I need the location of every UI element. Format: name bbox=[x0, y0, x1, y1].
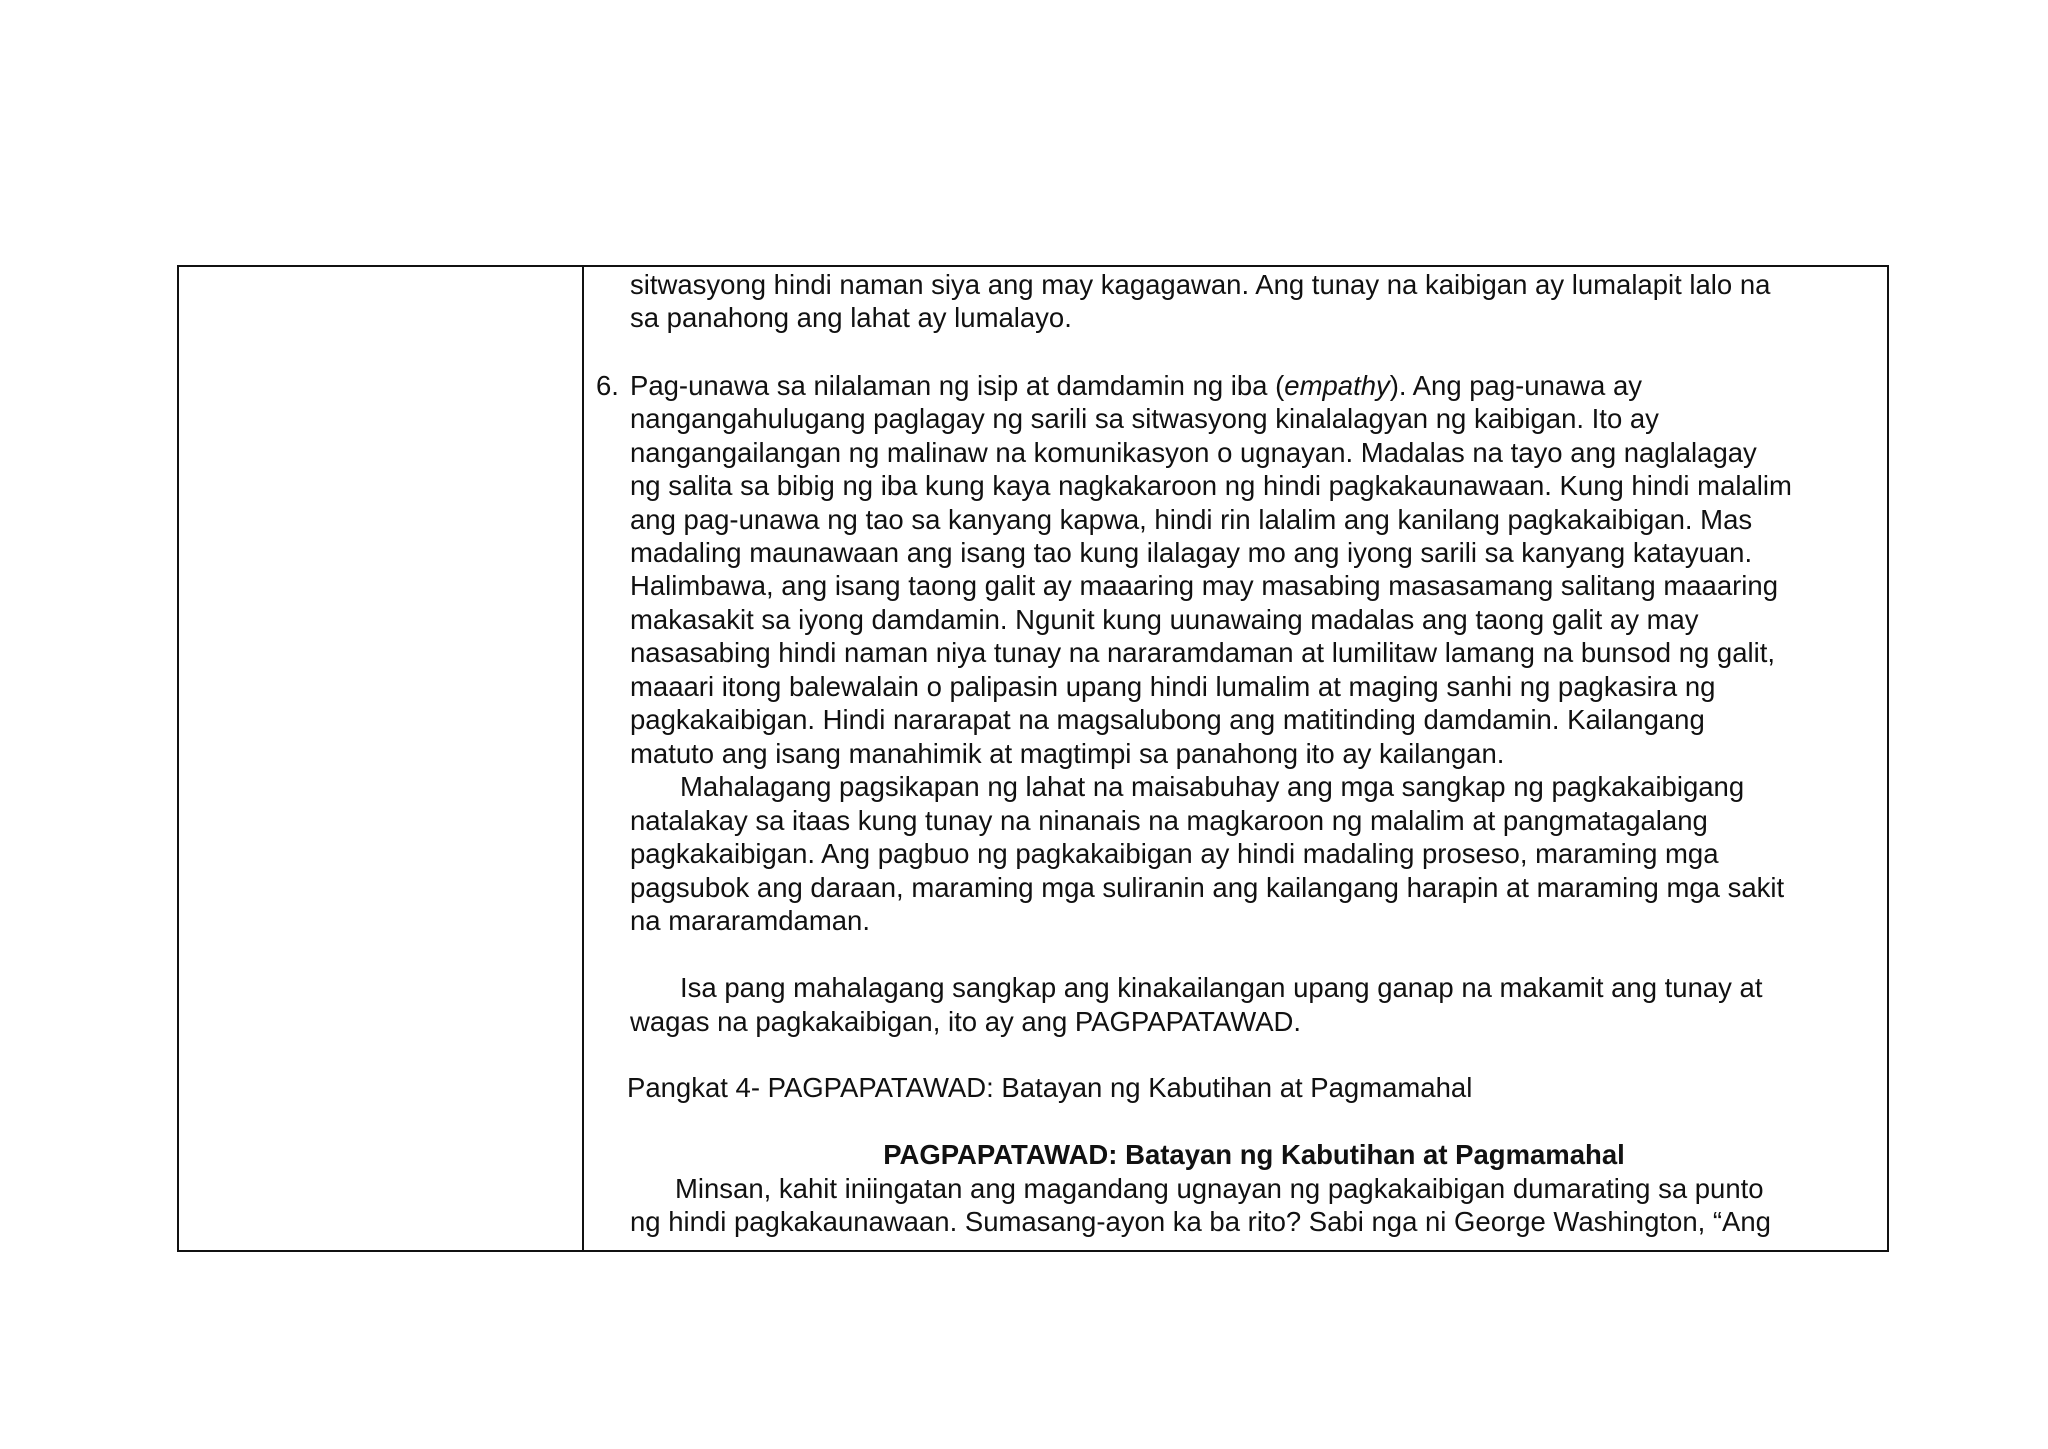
text-line: Halimbawa, ang isang taong galit ay maaaring may masabing masasamang salitang maaaring bbox=[630, 570, 1778, 601]
section-heading: PAGPAPATAWAD: Batayan ng Kabutihan at Pagmamahal bbox=[883, 1139, 1625, 1170]
column-divider bbox=[582, 267, 584, 1250]
text-line: wagas na pagkakaibigan, ito ay ang PAGPAPATAWAD. bbox=[630, 1006, 1302, 1037]
text-line: nangangahulugang paglagay ng sarili sa sitwasyong kinalalagyan ng kaibigan. Ito ay bbox=[630, 403, 1659, 434]
text-line: madaling maunawaan ang isang tao kung ilalagay mo ang iyong sarili sa kanyang katayuan. bbox=[630, 537, 1753, 568]
text-line: sitwasyong hindi naman siya ang may kagagawan. Ang tunay na kaibigan ay lumalapit lalo na bbox=[630, 269, 1771, 300]
text-line: nasasabing hindi naman niya tunay na nararamdaman at lumilitaw lamang na bunsod ng galit, bbox=[630, 637, 1776, 668]
item6-title-line: Pag-unawa sa nilalaman ng isip at damdamin ng iba (empathy). Ang pag-unawa ay bbox=[630, 370, 1643, 401]
text-line: Isa pang mahalagang sangkap ang kinakailangan upang ganap na makamit ang tunay at bbox=[680, 972, 1763, 1003]
empathy-term: empathy bbox=[1284, 370, 1390, 401]
pangkat-label: Pangkat 4- PAGPAPATAWAD: Batayan ng Kabutihan at Pagmamahal bbox=[627, 1072, 1473, 1103]
text-line: matuto ang isang manahimik at magtimpi sa panahong ito ay kailangan. bbox=[630, 738, 1505, 769]
text-line: Mahalagang pagsikapan ng lahat na maisabuhay ang mga sangkap ng pagkakaibigang bbox=[680, 771, 1745, 802]
text-line: ng salita sa bibig ng iba kung kaya nagkakaroon ng hindi pagkakaunawaan. Kung hindi malalim bbox=[630, 470, 1792, 501]
text-line: sa panahong ang lahat ay lumalayo. bbox=[630, 302, 1072, 333]
text-line: pagkakaibigan. Hindi nararapat na magsalubong ang matitinding damdamin. Kailangang bbox=[630, 704, 1705, 735]
text-line: na mararamdaman. bbox=[630, 905, 870, 936]
text-line: pagsubok ang daraan, maraming mga suliranin ang kailangang harapin at maraming mga sakit bbox=[630, 872, 1785, 903]
list-number: 6. bbox=[596, 370, 619, 401]
text-line: nangangailangan ng malinaw na komunikasyon o ugnayan. Madalas na tayo ang naglalagay bbox=[630, 437, 1757, 468]
text-line: maaari itong balewalain o palipasin upang hindi lumalim at maging sanhi ng pagkasira ng bbox=[630, 671, 1716, 702]
text-line: natalakay sa itaas kung tunay na ninanais na magkaroon ng malalim at pangmatagalang bbox=[630, 805, 1708, 836]
text-line: ng hindi pagkakaunawaan. Sumasang-ayon ka ba rito? Sabi nga ni George Washington, “Ang bbox=[630, 1206, 1771, 1237]
text-line: pagkakaibigan. Ang pagbuo ng pagkakaibigan ay hindi madaling proseso, maraming mga bbox=[630, 838, 1719, 869]
text-line: Minsan, kahit iniingatan ang magandang ugnayan ng pagkakaibigan dumarating sa punto bbox=[675, 1173, 1764, 1204]
text-line: makasakit sa iyong damdamin. Ngunit kung uunawaing madalas ang taong galit ay may bbox=[630, 604, 1699, 635]
text-line: ang pag-unawa ng tao sa kanyang kapwa, hindi rin lalalim ang kanilang pagkakaibigan. Mas bbox=[630, 504, 1753, 535]
